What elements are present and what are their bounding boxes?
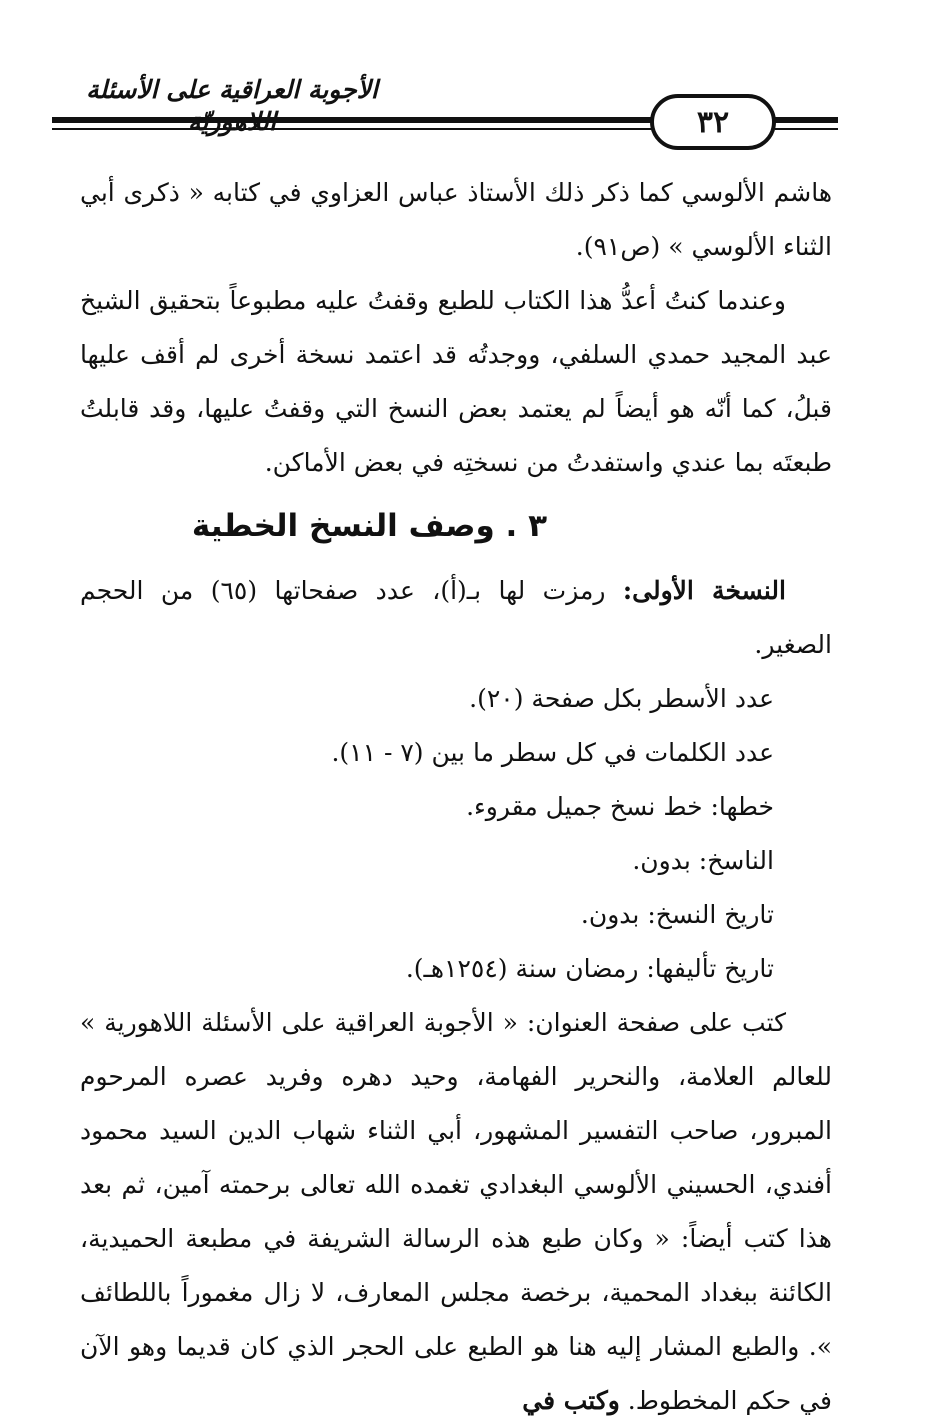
paragraph-title-page xyxy=(80,996,832,1428)
first-copy-text: رمزت لها بـ(أ)، عدد صفحاتها (٦٥) من الحجم الصغير. xyxy=(80,576,832,659)
list-item: الناسخ: بدون. xyxy=(632,846,774,875)
first-copy-label: النسخة الأولى: xyxy=(622,576,786,605)
header-rule-thick xyxy=(52,117,652,123)
paragraph-edition-note: وعندما كنتُ أعدُّ هذا الكتاب للطبع وقفتُ عليه مطبوعاً بتحقيق الشيخ عبد المجيد حمدي السلفي، ووجدتُه قد اعتمد نسخة أخرى لم أقف عليها قبلُ، كما أنّه هو أيضاً لم يعتمد بعض النسخ التي وقفتُ عليها، وقد قابلتُ طبعتَه بما عندي واستفدتُ من نسختِه في بعض الأماكن. xyxy=(80,286,832,477)
list-item: عدد الكلمات في كل سطر ما بين (٧ - ١١). xyxy=(331,738,774,767)
list-item: تاريخ النسخ: بدون. xyxy=(580,900,774,929)
list-item: عدد الأسطر بكل صفحة (٢٠). xyxy=(469,684,774,713)
page-number-badge: ٣٢ xyxy=(650,94,776,150)
list-item: خطها: خط نسخ جميل مقروء. xyxy=(466,792,774,821)
paragraph-continuation: وكتب في xyxy=(522,1386,620,1415)
paragraph-intro: هاشم الألوسي كما ذكر ذلك الأستاذ عباس العزاوي في كتابه « ذكرى أبي الثناء الألوسي » (ص٩١). xyxy=(80,178,832,261)
paragraph-first-copy xyxy=(80,564,832,672)
page-body xyxy=(80,166,832,1428)
header-rule-right-thin xyxy=(775,128,838,130)
list-item: تاريخ تأليفها: رمضان سنة (١٢٥٤هـ). xyxy=(405,954,774,983)
header-rule-thin xyxy=(52,128,652,130)
running-header-title: الأجوبة العراقية على الأسئلة xyxy=(86,75,378,104)
section-heading: ٣ . وصف النسخ الخطية xyxy=(191,508,547,544)
title-page-text: كتب على صفحة العنوان: « الأجوبة العراقية على الأسئلة اللاهورية » للعالم العلامة، والنحرير الفهامة، وحيد دهره وفريد عصره المرحوم المبرور، صاحب التفسير المشهور، أبي الثناء شهاب الدين السيد محمود أفندي، الحسيني الألوسي البغدادي تغمده الله تعالى برحمته آمين، ثم بعد هذا كتب أيضاً: « وكان طبع هذه الرسالة الشريفة في مطبعة الحميدية، الكائنة ببغداد المحمية، برخصة مجلس المعارف، لا زال مغموراً باللطائف ». والطبع المشار إليه هنا هو الطبع على الحجر الذي كان قديما وهو الآن في حكم المخطوط. xyxy=(80,1008,832,1415)
header-rule-right-thick xyxy=(775,117,838,123)
